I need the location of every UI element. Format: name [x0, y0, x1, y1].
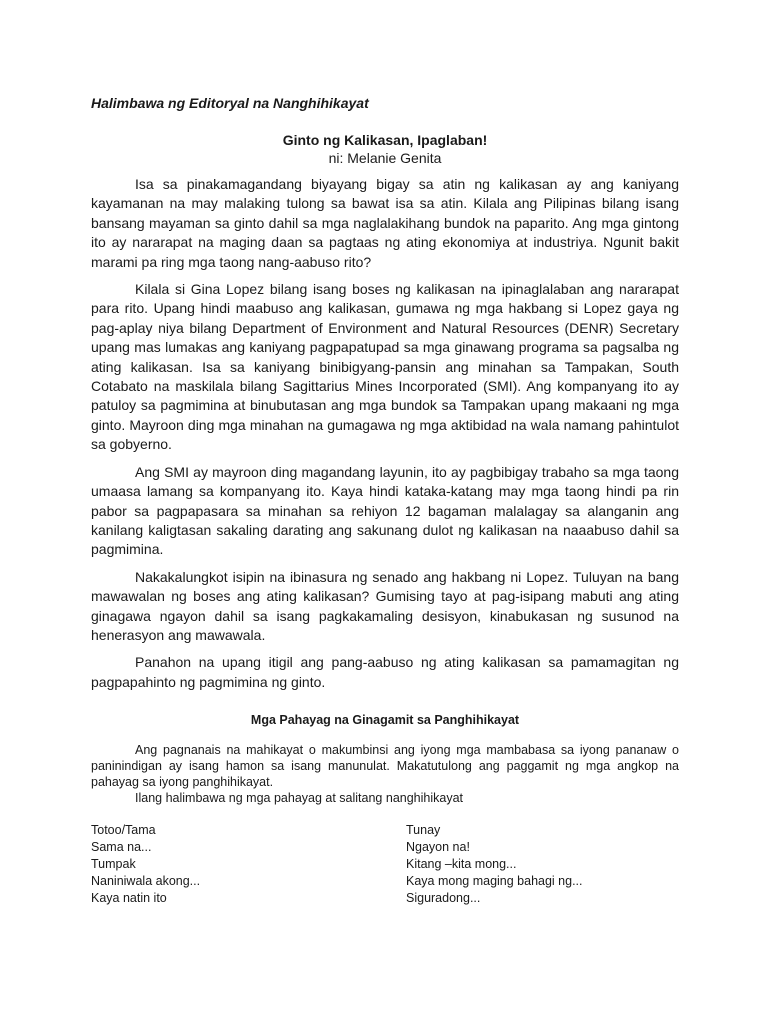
paragraph-2: Kilala si Gina Lopez bilang isang boses ng kalikasan na ipinaglalaban ang nararapat para rito. Upang hindi maabuso ang kalikasan, gumawa ng mga hakbang si Lopez gaya ng pag-aplay niya bilang Department of Environment and Natural Resources (DENR) Secretary upang mas lumakas ang kaniyang pagpapatupad sa mga ginawang programa sa pagsalba ng ating kalikasan. Isa sa kaniyang binibigyang-pansin ang minahan sa Tampakan, South Cotabato na maskilala bilang Sagittarius Mines Incorporated (SMI). Ang kompanyang ito ay patuloy sa pagmimina at binubutasan ang mga bundok sa Tampakan upang makaani ng mga ginto. Mayroon ding mga minahan na gumagawa ng mga aktibidad na wala namang pahintulot sa gobyerno.	[91, 281, 679, 453]
paragraph-5: Panahon na upang itigil ang pang-aabuso ng ating kalikasan sa pamamagitan ng pagpapahinto ng pagmimina ng ginto.	[91, 654, 679, 690]
phrase-item: Sama na...	[91, 840, 152, 855]
document-heading: Halimbawa ng Editoryal na Nanghihikayat	[91, 95, 369, 111]
phrase-column-right	[406, 822, 679, 907]
paragraph-3: Ang SMI ay mayroon ding magandang layunin, ito ay pagbibigay trabaho sa mga taong umaasa lamang sa kompanyang ito. Kaya hindi kataka-katang may mga taong hindi pa rin pabor sa pagpapasara sa minahan sa rehiyon 12 bagaman malalagay sa alanganin ang kanilang kaligtasan sakaling darating ang sakunang dulot ng kalikasan na naaabuso dahil sa pagmimina.	[91, 463, 679, 558]
phrase-item: Siguradong...	[406, 891, 481, 906]
phrase-item: Tumpak	[91, 857, 136, 872]
section-subheading: Ilang halimbawa ng mga pahayag at salitang nanghihikayat	[135, 791, 464, 806]
document-page	[91, 94, 679, 907]
editorial-title: Ginto ng Kalikasan, Ipaglaban!	[282, 132, 488, 148]
phrase-item: Ngayon na!	[406, 840, 470, 855]
editorial-author: ni: Melanie Genita	[328, 150, 442, 166]
phrase-item: Totoo/Tama	[91, 823, 156, 838]
phrase-item: Kaya natin ito	[91, 891, 167, 906]
phrase-column-left	[91, 822, 406, 907]
paragraph-4: Nakakalungkot isipin na ibinasura ng senado ang hakbang ni Lopez. Tuluyan na bang mawawalan ng boses ang ating kalikasan? Gumising tayo at pag-isipang mabuti ang ating ginagawa ngayon dahil sa isang pagkakamaling desisyon, kinabukasan ng susunod na henerasyon ang mawawala.	[91, 568, 679, 643]
section-title: Mga Pahayag na Ginagamit sa Panghihikayat	[250, 713, 520, 728]
phrase-item: Naniniwala akong...	[91, 874, 201, 889]
paragraph-1: Isa sa pinakamagandang biyayang bigay sa atin ng kalikasan ay ang kaniyang kayamanan na may malaking tulong sa bawat isa sa atin. Kilala ang Pilipinas bilang isang bansang mayaman sa ginto dahil sa mga naglalakihang bundok na paparito. Ang mga gintong ito ay nararapat na maging daan sa pagtaas ng ating ekonomiya at industriya. Ngunit bakit marami pa ring mga taong nang-aabuso rito?	[91, 176, 679, 270]
phrase-item: Kaya mong maging bahagi ng...	[406, 874, 583, 889]
phrase-list	[91, 822, 679, 907]
phrase-item: Tunay	[406, 823, 441, 838]
section-intro: Ang pagnanais na mahikayat o makumbinsi ang iyong mga mambabasa sa iyong pananaw o paninindigan ay isang hamon sa isang manunulat. Makatutulong ang paggamit ng mga angkop na pahayag sa iyong panghihikayat.	[91, 743, 679, 790]
phrase-item: Kitang –kita mong...	[406, 857, 517, 872]
